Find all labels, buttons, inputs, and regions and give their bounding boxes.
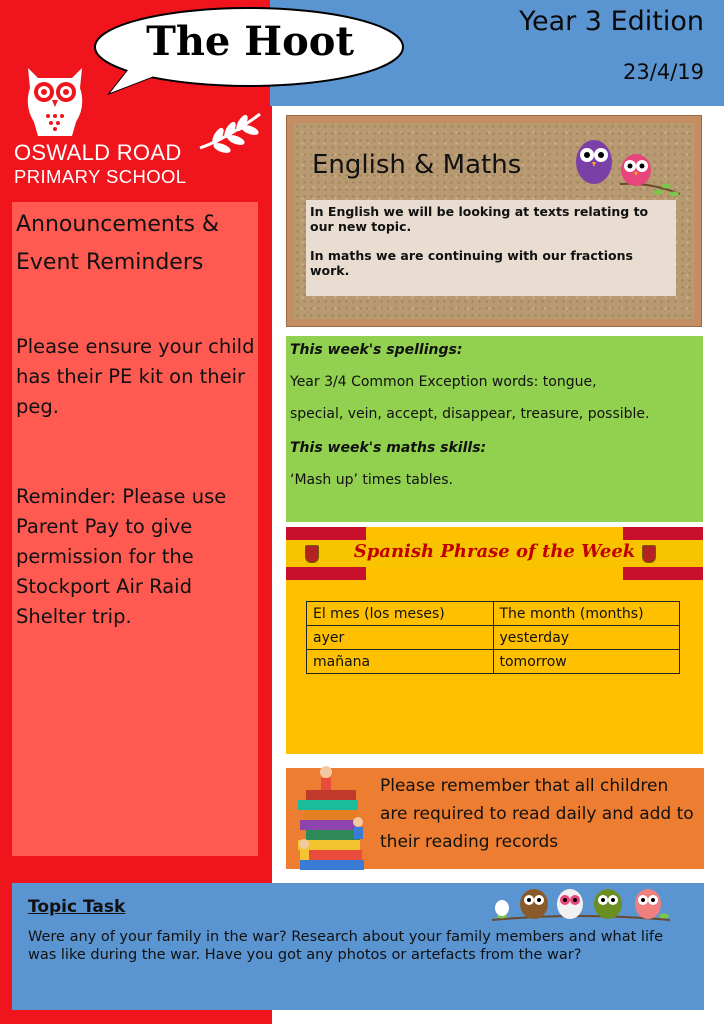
table-row (307, 650, 680, 674)
flag-stripe-left-top (286, 527, 366, 540)
pe-kit-reminder: Please ensure your child has their PE kit on their peg. (16, 335, 255, 418)
owl-logo-icon (20, 62, 90, 140)
table-cell: mañana (307, 650, 494, 674)
table-cell: The month (months) (493, 602, 680, 626)
newsletter-title: The Hoot (146, 18, 354, 65)
spellings-heading: This week's spellings: (290, 342, 463, 358)
vocab-table (306, 601, 680, 674)
table-row (307, 626, 680, 650)
spellings-line1: Year 3/4 Common Exception words: tongue, (290, 374, 597, 390)
maths-skills-heading: This week's maths skills: (290, 440, 487, 456)
english-text: In English we will be looking at texts relating to our new topic. (310, 204, 649, 234)
topic-task-heading: Topic Task (28, 897, 126, 917)
english-maths-note (306, 200, 676, 296)
leaf-branch-icon (198, 108, 262, 154)
school-name-line1: OSWALD ROAD (14, 140, 182, 165)
reading-reminder: Please remember that all children are required to read daily and add to their reading records (380, 776, 694, 852)
parent-pay-reminder: Reminder: Please use Parent Pay to give permission for the Stockport Air Raid Shelter trip. (16, 485, 227, 628)
issue-date: 23/4/19 (623, 60, 704, 84)
table-cell: tomorrow (493, 650, 680, 674)
table-cell: El mes (los meses) (307, 602, 494, 626)
flag-stripe-left-bottom (286, 567, 366, 580)
maths-skills-text: ‘Mash up’ times tables. (290, 472, 453, 488)
topic-task-text: Were any of your family in the war? Research about your family members and what life was like during the war. Have you got any photos or artefacts from the war? (28, 929, 664, 963)
spanish-heading: Spanish Phrase of the Week (353, 541, 636, 562)
owls-on-branch-icon (488, 882, 674, 926)
book-stack-icon (292, 762, 372, 874)
table-row (307, 602, 680, 626)
flag-stripe-right-top (623, 527, 703, 540)
maths-text: In maths we are continuing with our fractions work. (310, 248, 633, 278)
school-name-line2: PRIMARY SCHOOL (14, 166, 187, 187)
announcements-panel (12, 202, 258, 856)
owls-on-branch-icon (570, 138, 682, 202)
edition-label: Year 3 Edition (519, 6, 704, 37)
english-maths-heading: English & Maths (312, 150, 522, 180)
spellings-line2: special, vein, accept, disappear, treasure, possible. (290, 406, 650, 422)
table-cell: yesterday (493, 626, 680, 650)
spellings-panel (286, 336, 703, 522)
announcements-heading: Announcements & Event Reminders (16, 212, 220, 275)
table-cell: ayer (307, 626, 494, 650)
flag-stripe-right-bottom (623, 567, 703, 580)
